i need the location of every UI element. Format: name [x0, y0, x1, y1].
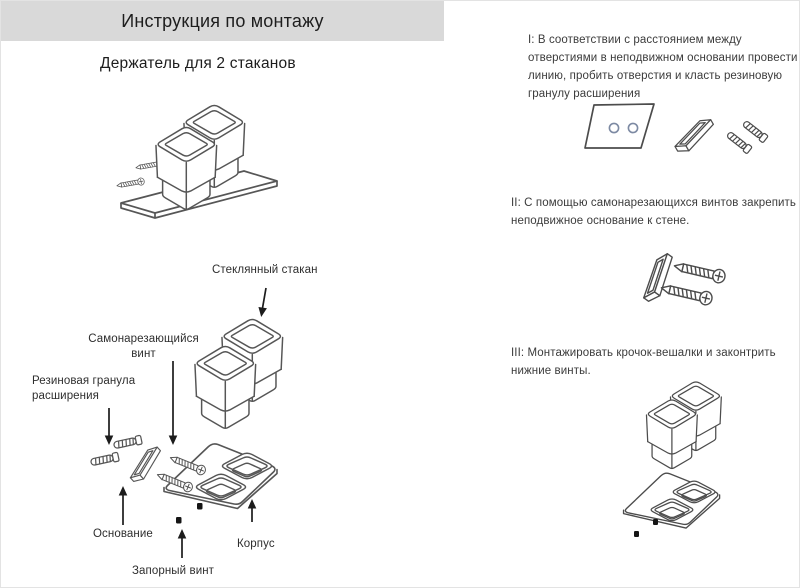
holder-body-icon [624, 473, 720, 528]
pointer-arrow-body [248, 499, 257, 522]
lock-screw-dot [197, 503, 203, 510]
page-title: Инструкция по монтажу [121, 10, 324, 31]
label-glass-cup: Стеклянный стакан [212, 264, 318, 276]
rubber-plug-icon [726, 131, 753, 154]
base-rail-icon [635, 251, 682, 305]
label-rubber-expansion-plug: Резиновая гранула расширения [32, 375, 136, 402]
base-rail-icon [670, 116, 719, 156]
pointer-arrow-rubber-plug [105, 408, 114, 445]
base-rail-icon [124, 444, 167, 485]
wall-plate-icon [585, 104, 654, 148]
pointer-arrow-lock-screw [178, 529, 187, 558]
title-band [1, 1, 444, 41]
exploded-diagram-drawing [26, 259, 426, 588]
assembled-product-drawing [89, 91, 299, 243]
label-self-tapping-screw: Самонарезающийся винт [88, 333, 199, 360]
pointer-arrow-glass [257, 288, 267, 318]
step-3-text: III: Монтажировать крочок-вешалки и законтрить нижние винты. [511, 346, 776, 377]
step-2-text: II: С помощью самонарезающихся винтов закрепить неподвижное основание к стене. [511, 196, 797, 227]
lock-screw-dot [176, 517, 182, 524]
holder-body-icon [164, 444, 277, 509]
self-tapping-screw-icon [673, 259, 726, 284]
rubber-plug-icon [113, 435, 142, 450]
label-body: Корпус [237, 538, 275, 550]
mounting-screw-icon [116, 177, 145, 189]
label-base: Основание [93, 528, 153, 540]
front-glass-icon [195, 345, 256, 428]
rubber-plug-icon [90, 452, 119, 467]
front-glass-icon [646, 399, 697, 469]
pointer-arrow-base [119, 486, 128, 525]
product-title: Держатель для 2 стаканов [100, 55, 296, 72]
step-1-text: I: В соответствии с расстоянием между отверстиями в неподвижном основании провести линию, пробить отверстия и класть резиновую гранулу расширения [528, 33, 798, 100]
step-2-illustration [599, 229, 784, 329]
pointer-arrow-screw [169, 361, 178, 445]
step-1-illustration [559, 93, 797, 183]
self-tapping-screw-icon [660, 281, 713, 306]
rubber-plug-icon [742, 120, 769, 143]
front-glass-icon [156, 126, 217, 209]
label-lock-screw: Запорный винт [132, 565, 215, 577]
lock-screw-dot [653, 519, 658, 525]
step-3-illustration [599, 374, 799, 569]
lock-screw-dot [634, 531, 639, 537]
